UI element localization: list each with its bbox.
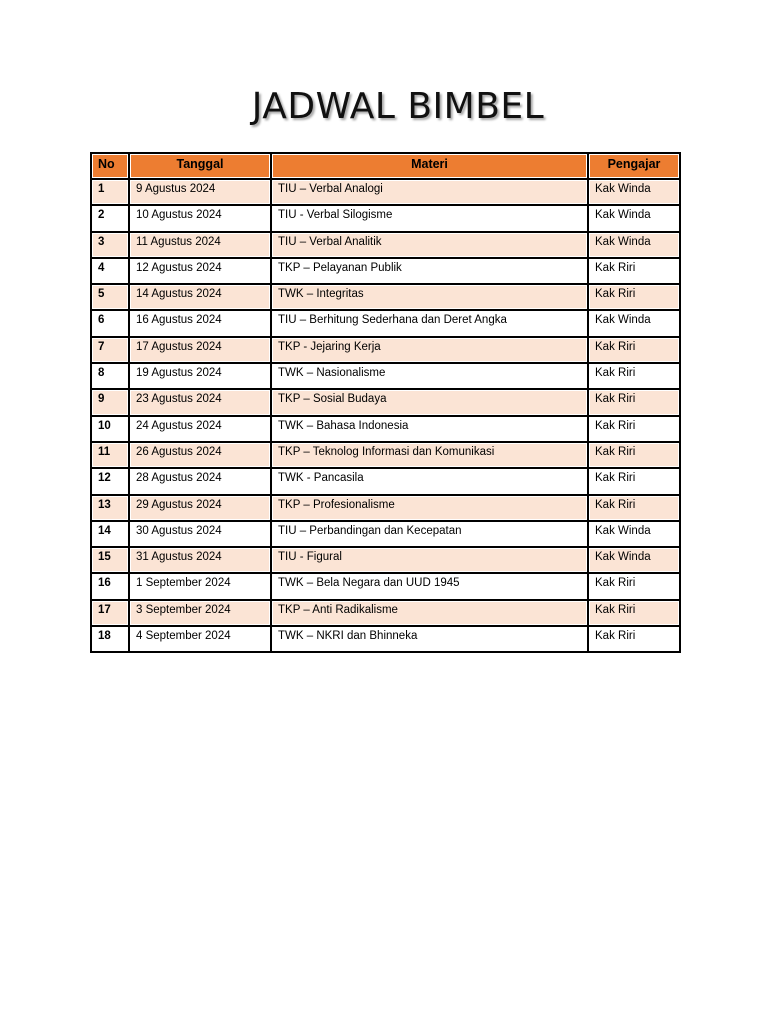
cell-materi: TWK – NKRI dan Bhinneka — [271, 626, 588, 652]
cell-no: 10 — [91, 416, 129, 442]
header-tanggal: Tanggal — [129, 153, 271, 179]
cell-no: 3 — [91, 232, 129, 258]
page-title: JADWAL BIMBEL — [251, 86, 545, 127]
header-pengajar: Pengajar — [588, 153, 680, 179]
cell-no: 5 — [91, 284, 129, 310]
cell-pengajar: Kak Riri — [588, 363, 680, 389]
cell-no: 12 — [91, 468, 129, 494]
cell-no: 17 — [91, 600, 129, 626]
cell-no: 15 — [91, 547, 129, 573]
cell-materi: TKP - Jejaring Kerja — [271, 337, 588, 363]
cell-materi: TIU – Verbal Analitik — [271, 232, 588, 258]
table-row — [91, 468, 680, 494]
cell-materi: TIU - Figural — [271, 547, 588, 573]
table-row — [91, 363, 680, 389]
cell-materi: TWK – Bahasa Indonesia — [271, 416, 588, 442]
cell-no: 18 — [91, 626, 129, 652]
header-materi: Materi — [271, 153, 588, 179]
cell-tanggal: 9 Agustus 2024 — [129, 179, 271, 205]
cell-no: 11 — [91, 442, 129, 468]
cell-materi: TWK – Nasionalisme — [271, 363, 588, 389]
cell-materi: TKP – Teknolog Informasi dan Komunikasi — [271, 442, 588, 468]
cell-tanggal: 4 September 2024 — [129, 626, 271, 652]
cell-no: 6 — [91, 310, 129, 336]
cell-no: 9 — [91, 389, 129, 415]
table-row — [91, 626, 680, 652]
cell-pengajar: Kak Riri — [588, 468, 680, 494]
header-no: No — [91, 153, 129, 179]
cell-no: 1 — [91, 179, 129, 205]
cell-tanggal: 10 Agustus 2024 — [129, 205, 271, 231]
cell-pengajar: Kak Riri — [588, 284, 680, 310]
table-row — [91, 600, 680, 626]
cell-no: 4 — [91, 258, 129, 284]
cell-pengajar: Kak Winda — [588, 232, 680, 258]
cell-materi: TKP – Anti Radikalisme — [271, 600, 588, 626]
cell-tanggal: 19 Agustus 2024 — [129, 363, 271, 389]
cell-pengajar: Kak Winda — [588, 547, 680, 573]
cell-tanggal: 14 Agustus 2024 — [129, 284, 271, 310]
table-row — [91, 232, 680, 258]
table-row — [91, 310, 680, 336]
table-row — [91, 205, 680, 231]
table-row — [91, 337, 680, 363]
cell-pengajar: Kak Riri — [588, 600, 680, 626]
cell-tanggal: 16 Agustus 2024 — [129, 310, 271, 336]
cell-pengajar: Kak Riri — [588, 337, 680, 363]
cell-materi: TWK – Bela Negara dan UUD 1945 — [271, 573, 588, 599]
cell-pengajar: Kak Riri — [588, 442, 680, 468]
cell-materi: TIU - Verbal Silogisme — [271, 205, 588, 231]
table-row — [91, 573, 680, 599]
cell-materi: TKP – Pelayanan Publik — [271, 258, 588, 284]
cell-pengajar: Kak Winda — [588, 521, 680, 547]
cell-tanggal: 23 Agustus 2024 — [129, 389, 271, 415]
cell-pengajar: Kak Riri — [588, 495, 680, 521]
cell-tanggal: 3 September 2024 — [129, 600, 271, 626]
cell-pengajar: Kak Winda — [588, 179, 680, 205]
cell-pengajar: Kak Riri — [588, 389, 680, 415]
table-row — [91, 547, 680, 573]
cell-tanggal: 28 Agustus 2024 — [129, 468, 271, 494]
cell-materi: TIU – Perbandingan dan Kecepatan — [271, 521, 588, 547]
cell-tanggal: 31 Agustus 2024 — [129, 547, 271, 573]
table-row — [91, 284, 680, 310]
cell-pengajar: Kak Riri — [588, 258, 680, 284]
schedule-table — [90, 152, 681, 653]
cell-tanggal: 26 Agustus 2024 — [129, 442, 271, 468]
cell-no: 2 — [91, 205, 129, 231]
table-row — [91, 258, 680, 284]
cell-no: 8 — [91, 363, 129, 389]
cell-tanggal: 11 Agustus 2024 — [129, 232, 271, 258]
cell-tanggal: 1 September 2024 — [129, 573, 271, 599]
cell-pengajar: Kak Riri — [588, 416, 680, 442]
cell-tanggal: 24 Agustus 2024 — [129, 416, 271, 442]
cell-no: 13 — [91, 495, 129, 521]
table-row — [91, 495, 680, 521]
table-row — [91, 389, 680, 415]
cell-tanggal: 17 Agustus 2024 — [129, 337, 271, 363]
cell-materi: TIU – Berhitung Sederhana dan Deret Angka — [271, 310, 588, 336]
cell-pengajar: Kak Riri — [588, 626, 680, 652]
table-header-row — [91, 153, 680, 179]
table-row — [91, 442, 680, 468]
cell-materi: TIU – Verbal Analogi — [271, 179, 588, 205]
cell-materi: TWK - Pancasila — [271, 468, 588, 494]
cell-no: 16 — [91, 573, 129, 599]
cell-pengajar: Kak Riri — [588, 573, 680, 599]
cell-tanggal: 29 Agustus 2024 — [129, 495, 271, 521]
table-row — [91, 416, 680, 442]
cell-pengajar: Kak Winda — [588, 205, 680, 231]
cell-tanggal: 12 Agustus 2024 — [129, 258, 271, 284]
cell-tanggal: 30 Agustus 2024 — [129, 521, 271, 547]
cell-materi: TKP – Sosial Budaya — [271, 389, 588, 415]
cell-no: 7 — [91, 337, 129, 363]
cell-materi: TWK – Integritas — [271, 284, 588, 310]
cell-pengajar: Kak Winda — [588, 310, 680, 336]
table-row — [91, 521, 680, 547]
cell-no: 14 — [91, 521, 129, 547]
cell-materi: TKP – Profesionalisme — [271, 495, 588, 521]
table-row — [91, 179, 680, 205]
